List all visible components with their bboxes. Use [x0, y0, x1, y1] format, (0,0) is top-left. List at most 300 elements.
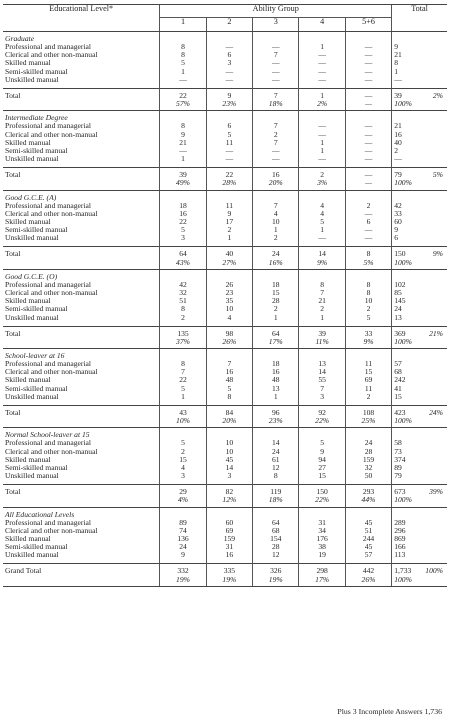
cell-value: 7	[253, 139, 299, 147]
cell-value: 60	[206, 519, 252, 527]
grand-total-count: 1,733	[394, 566, 412, 576]
percent-value: 17%	[253, 338, 299, 349]
section-share-percent: 39%	[429, 487, 443, 497]
cell-value: —	[299, 131, 345, 139]
cell-value: 154	[253, 535, 299, 543]
cell-value: 74	[160, 527, 206, 535]
cell-value: 2	[160, 448, 206, 456]
percent-value: 57%	[160, 100, 206, 111]
section-total-count: 673	[394, 487, 406, 497]
row-label: Clerical and other non-manual	[5, 447, 98, 456]
cell-value: 32	[160, 289, 206, 297]
cell-value: 10	[345, 297, 391, 305]
table-row	[3, 448, 447, 456]
table-row	[3, 43, 447, 51]
table-row	[3, 210, 447, 218]
row-total-value: 33	[392, 210, 447, 218]
grand-percent-value: 19%	[206, 576, 252, 587]
cell-value: 32	[345, 464, 391, 472]
section-share-percent: 5%	[432, 170, 443, 180]
table-row	[3, 281, 447, 289]
cell-value: 4	[253, 210, 299, 218]
section-title: Good G.C.E. (O)	[5, 271, 58, 281]
percent-value: 23%	[206, 100, 252, 111]
footnote: Plus 3 Incomplete Answers 1,736	[337, 707, 442, 716]
cell-value: 5	[160, 439, 206, 447]
row-label: Professional and managerial	[5, 122, 92, 131]
percent-value: 10%	[160, 417, 206, 428]
percent-label-cell	[3, 496, 160, 507]
cell-value: 7	[253, 51, 299, 59]
cell-value: 51	[345, 527, 391, 535]
empty-cell	[345, 111, 391, 123]
cell-value: —	[299, 68, 345, 76]
grand-total-label: Grand Total	[3, 564, 160, 576]
table-row	[3, 289, 447, 297]
cell-value: —	[299, 155, 345, 163]
cell-value: 1	[160, 393, 206, 401]
section-title: Graduate	[5, 34, 35, 43]
row-total-value: 73	[392, 448, 447, 456]
total-label: Total	[3, 405, 160, 417]
total-value: 92	[299, 405, 345, 417]
cell-value: 11	[345, 360, 391, 368]
cell-value: —	[253, 76, 299, 84]
cell-value: 8	[345, 281, 391, 289]
grand-total-overall	[392, 564, 447, 576]
percent-total-value: 100%	[392, 259, 447, 270]
cell-value: 64	[253, 519, 299, 527]
grand-percent-value: 26%	[345, 576, 391, 587]
empty-cell	[392, 269, 447, 281]
table-row	[3, 226, 447, 234]
percent-value: 3%	[299, 179, 345, 190]
cell-value: 38	[299, 543, 345, 551]
empty-cell	[253, 507, 299, 519]
row-label: Unskilled manual	[5, 75, 59, 84]
row-label: Semi-skilled manual	[5, 543, 68, 552]
empty-cell	[392, 32, 447, 44]
row-total-value: 9	[392, 43, 447, 51]
group-header-3: 3	[253, 18, 299, 32]
section-title-row	[3, 349, 447, 361]
total-value: 64	[160, 247, 206, 259]
cell-value: 35	[206, 297, 252, 305]
row-label: Professional and managerial	[5, 518, 92, 527]
percent-value: 18%	[253, 100, 299, 111]
cell-value: 16	[160, 210, 206, 218]
grand-section-total	[392, 485, 447, 497]
cell-value: 1	[253, 393, 299, 401]
total-value: 16	[253, 168, 299, 180]
percent-value: 37%	[160, 338, 206, 349]
grand-section-total	[392, 247, 447, 259]
percent-value: 43%	[160, 259, 206, 270]
row-total-value: 41	[392, 385, 447, 393]
total-value: 119	[253, 485, 299, 497]
row-label: Unskilled manual	[5, 155, 59, 164]
cell-value: 23	[206, 289, 252, 297]
empty-cell	[392, 111, 447, 123]
cell-value: 22	[160, 218, 206, 226]
cell-value: —	[299, 234, 345, 242]
educational-level-header: Educational Level*	[3, 5, 160, 32]
cell-value: —	[206, 147, 252, 155]
row-label: Semi-skilled manual	[5, 67, 68, 76]
table-row	[3, 439, 447, 447]
total-value: 135	[160, 326, 206, 338]
empty-cell	[160, 507, 206, 519]
section-title-row	[3, 269, 447, 281]
cell-value: 13	[299, 360, 345, 368]
row-total-value: 242	[392, 376, 447, 384]
grand-total-row	[3, 564, 447, 576]
cell-value: —	[160, 76, 206, 84]
row-total-value: 57	[392, 360, 447, 368]
total-value: 150	[299, 485, 345, 497]
cell-value: 12	[253, 551, 299, 559]
row-total-value: 89	[392, 464, 447, 472]
percent-label-cell	[3, 338, 160, 349]
cell-value: 55	[299, 376, 345, 384]
cell-value: 89	[160, 519, 206, 527]
percent-value: 22%	[299, 496, 345, 507]
cell-value: 10	[206, 305, 252, 313]
empty-cell	[253, 349, 299, 361]
total-label: Total	[3, 247, 160, 259]
row-label: Professional and managerial	[5, 43, 92, 52]
cell-value: 45	[345, 543, 391, 551]
empty-cell	[392, 507, 447, 519]
row-total-value: 296	[392, 527, 447, 535]
cell-value: 31	[206, 543, 252, 551]
cell-value: 7	[253, 202, 299, 210]
table-row	[3, 368, 447, 376]
cell-value: 27	[299, 464, 345, 472]
cell-value: 61	[253, 456, 299, 464]
total-label: Total	[3, 168, 160, 180]
table-row	[3, 360, 447, 368]
percent-value: 22%	[299, 417, 345, 428]
cell-value: 3	[160, 472, 206, 480]
total-value: 8	[345, 247, 391, 259]
cell-value: 159	[206, 535, 252, 543]
cell-value: —	[345, 155, 391, 163]
cell-value: 18	[253, 360, 299, 368]
row-label: Clerical and other non-manual	[5, 526, 98, 535]
cell-value: 28	[253, 543, 299, 551]
cell-value: 4	[299, 210, 345, 218]
cell-value: 24	[345, 439, 391, 447]
grand-total-value: 335	[206, 564, 252, 576]
section-percent-row	[3, 496, 447, 507]
empty-cell	[206, 507, 252, 519]
row-label: Clerical and other non-manual	[5, 130, 98, 139]
cell-value: 16	[253, 368, 299, 376]
percent-label-cell	[3, 417, 160, 428]
cell-value: —	[345, 147, 391, 155]
total-value: 39	[160, 168, 206, 180]
cell-value: 2	[206, 226, 252, 234]
total-value: 29	[160, 485, 206, 497]
grand-total-value: 332	[160, 564, 206, 576]
total-value: 1	[299, 88, 345, 100]
cell-value: 4	[299, 202, 345, 210]
section-total-count: 79	[394, 170, 402, 180]
cell-value: 21	[160, 139, 206, 147]
empty-cell	[299, 507, 345, 519]
cell-value: 7	[299, 289, 345, 297]
row-total-value: 145	[392, 297, 447, 305]
empty-cell	[160, 269, 206, 281]
empty-cell	[345, 190, 391, 202]
row-total-value: —	[392, 76, 447, 84]
cell-value: 15	[160, 456, 206, 464]
row-total-value: 42	[392, 202, 447, 210]
row-total-value: 60	[392, 218, 447, 226]
percent-value: 18%	[253, 496, 299, 507]
cell-value: 2	[160, 314, 206, 322]
percent-total-value: 100%	[392, 417, 447, 428]
cell-value: 8	[206, 393, 252, 401]
cell-value: 8	[160, 122, 206, 130]
cell-value: 10	[206, 448, 252, 456]
empty-cell	[160, 32, 206, 44]
cell-value: 1	[160, 155, 206, 163]
section-share-percent: 2%	[432, 90, 443, 100]
table-row	[3, 59, 447, 67]
empty-cell	[253, 428, 299, 440]
cell-value: 21	[299, 297, 345, 305]
row-total-value: 85	[392, 289, 447, 297]
cell-value: —	[253, 155, 299, 163]
cell-value: 6	[206, 122, 252, 130]
cell-value: 1	[253, 226, 299, 234]
cell-value: 176	[299, 535, 345, 543]
row-total-value: 113	[392, 551, 447, 559]
cell-value: 1	[160, 68, 206, 76]
cell-value: 244	[345, 535, 391, 543]
percent-value: 27%	[206, 259, 252, 270]
cell-value: 18	[253, 281, 299, 289]
cell-value: —	[253, 43, 299, 51]
section-title-row	[3, 190, 447, 202]
cell-value: —	[253, 68, 299, 76]
section-percent-row	[3, 179, 447, 190]
cell-value: —	[299, 122, 345, 130]
grand-section-total	[392, 326, 447, 338]
empty-cell	[345, 269, 391, 281]
percent-label-cell	[3, 576, 160, 587]
percent-value: 20%	[253, 179, 299, 190]
row-total-value: 289	[392, 519, 447, 527]
grand-total-share: 100%	[425, 566, 443, 576]
cell-value: 4	[160, 464, 206, 472]
row-label: Semi-skilled manual	[5, 463, 68, 472]
cell-value: 45	[206, 456, 252, 464]
cell-value: 17	[206, 218, 252, 226]
total-value: 82	[206, 485, 252, 497]
table-row	[3, 519, 447, 527]
table-row	[3, 218, 447, 226]
grand-percent-total: 100%	[392, 576, 447, 587]
table-row	[3, 297, 447, 305]
cell-value: 16	[206, 368, 252, 376]
cell-value: 7	[299, 385, 345, 393]
cell-value: —	[345, 76, 391, 84]
cell-value: 8	[253, 472, 299, 480]
cell-value: 5	[206, 131, 252, 139]
cell-value: —	[345, 234, 391, 242]
percent-value: 9%	[345, 338, 391, 349]
cell-value: 12	[253, 464, 299, 472]
empty-cell	[299, 111, 345, 123]
empty-cell	[299, 32, 345, 44]
group-header-4: 4	[299, 18, 345, 32]
table-row	[3, 68, 447, 76]
ability-group-header: Ability Group	[160, 5, 392, 18]
total-value: 43	[160, 405, 206, 417]
total-value: 39	[299, 326, 345, 338]
section-total-count: 150	[394, 249, 406, 259]
empty-cell	[345, 507, 391, 519]
cell-value: 15	[345, 368, 391, 376]
percent-value: 4%	[160, 496, 206, 507]
cell-value: 2	[253, 131, 299, 139]
cell-value: 11	[206, 139, 252, 147]
empty-cell	[345, 349, 391, 361]
cell-value: 5	[299, 439, 345, 447]
cell-value: —	[345, 122, 391, 130]
cell-value: 9	[299, 448, 345, 456]
percent-total-value: 100%	[392, 100, 447, 111]
total-value: 22	[206, 168, 252, 180]
cell-value: 14	[299, 368, 345, 376]
total-value: 7	[253, 88, 299, 100]
percent-total-value: 100%	[392, 179, 447, 190]
cell-value: 1	[253, 314, 299, 322]
cell-value: 19	[299, 551, 345, 559]
section-percent-row	[3, 259, 447, 270]
row-label: Semi-skilled manual	[5, 384, 68, 393]
table-row	[3, 155, 447, 163]
empty-cell	[299, 349, 345, 361]
grand-total-percent-row	[3, 576, 447, 587]
percent-value: 25%	[345, 417, 391, 428]
percent-value: —	[345, 179, 391, 190]
cell-value: 24	[160, 543, 206, 551]
row-total-value: 9	[392, 226, 447, 234]
cell-value: —	[345, 68, 391, 76]
empty-cell	[345, 32, 391, 44]
cell-value: 2	[345, 202, 391, 210]
section-title-row	[3, 428, 447, 440]
section-total-row	[3, 247, 447, 259]
table-row	[3, 385, 447, 393]
cell-value: 10	[253, 218, 299, 226]
section-title: Normal School-leaver at 15	[5, 430, 90, 440]
cell-value: 1	[299, 226, 345, 234]
total-value: —	[345, 168, 391, 180]
row-total-value: 21	[392, 51, 447, 59]
cell-value: 8	[345, 289, 391, 297]
total-value: 84	[206, 405, 252, 417]
cell-value: 5	[160, 226, 206, 234]
percent-value: 26%	[206, 338, 252, 349]
cell-value: 7	[253, 122, 299, 130]
row-label: Unskilled manual	[5, 551, 59, 560]
section-title-row	[3, 507, 447, 519]
percent-value: 11%	[299, 338, 345, 349]
row-total-value: 24	[392, 305, 447, 313]
table-row	[3, 527, 447, 535]
cell-value: 51	[160, 297, 206, 305]
cell-value: —	[206, 155, 252, 163]
table-row	[3, 147, 447, 155]
group-header-1: 1	[160, 18, 206, 32]
total-value: 24	[253, 247, 299, 259]
percent-label-cell	[3, 179, 160, 190]
row-label: Unskilled manual	[5, 472, 59, 481]
table-row	[3, 464, 447, 472]
row-label: Semi-skilled manual	[5, 305, 68, 314]
cell-value: 136	[160, 535, 206, 543]
empty-cell	[299, 190, 345, 202]
empty-cell	[345, 428, 391, 440]
grand-total-value: 326	[253, 564, 299, 576]
cell-value: 28	[345, 448, 391, 456]
cell-value: 3	[206, 472, 252, 480]
percent-value: 9%	[299, 259, 345, 270]
cell-value: —	[345, 59, 391, 67]
cell-value: 16	[206, 551, 252, 559]
grand-total-value: 442	[345, 564, 391, 576]
cell-value: 4	[206, 314, 252, 322]
cell-value: 5	[206, 385, 252, 393]
cell-value: 6	[345, 218, 391, 226]
row-total-value: 102	[392, 281, 447, 289]
cell-value: 14	[253, 439, 299, 447]
section-title-row	[3, 32, 447, 44]
cell-value: 22	[160, 376, 206, 384]
row-label: Unskilled manual	[5, 234, 59, 243]
section-total-row	[3, 88, 447, 100]
cell-value: 1	[299, 139, 345, 147]
cell-value: 48	[206, 376, 252, 384]
empty-cell	[392, 428, 447, 440]
section-total-count: 369	[394, 328, 406, 338]
total-value: 108	[345, 405, 391, 417]
table-row	[3, 202, 447, 210]
cell-value: 18	[160, 202, 206, 210]
cell-value: —	[206, 68, 252, 76]
section-title: All Educational Levels	[5, 509, 75, 519]
cell-value: 5	[299, 218, 345, 226]
empty-cell	[299, 428, 345, 440]
section-total-row	[3, 168, 447, 180]
empty-cell	[253, 269, 299, 281]
empty-cell	[206, 32, 252, 44]
cell-value: —	[253, 59, 299, 67]
row-total-value: —	[392, 155, 447, 163]
cell-value: —	[345, 51, 391, 59]
percent-value: 49%	[160, 179, 206, 190]
table-row	[3, 376, 447, 384]
table-row	[3, 551, 447, 559]
row-label: Skilled manual	[5, 217, 51, 226]
empty-cell	[206, 428, 252, 440]
empty-cell	[206, 269, 252, 281]
